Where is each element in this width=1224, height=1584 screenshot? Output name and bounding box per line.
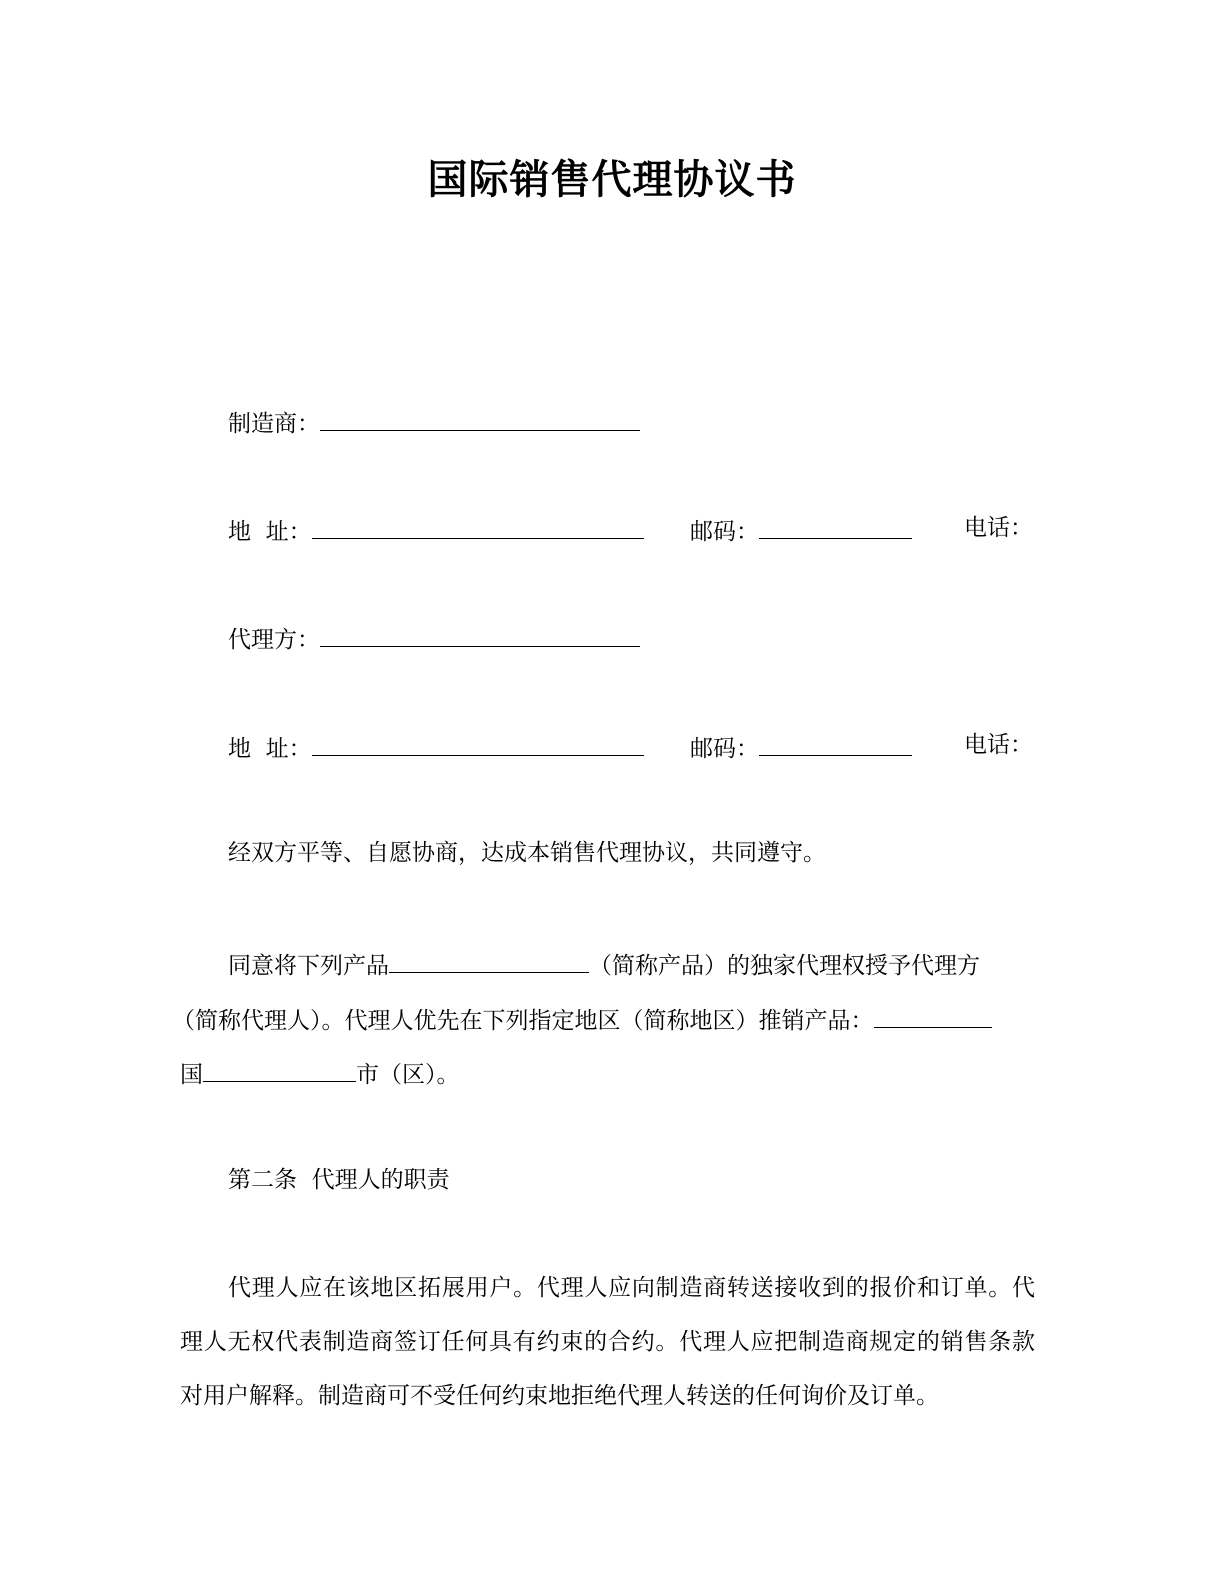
product-field[interactable] [389,948,589,973]
document-title: 国际销售代理协议书 [427,157,797,203]
manufacturer-address-line [228,514,644,546]
agent-label: 代理方： [228,627,320,653]
manufacturer-phone-label: 电话： [964,515,1033,541]
intro-paragraph: 经双方平等、自愿协商，达成本销售代理协议，共同遵守。 [228,840,826,866]
manufacturer-postcode-field[interactable] [759,514,912,539]
manufacturer-line [228,406,640,438]
manufacturer-field[interactable] [320,406,640,431]
article1-line2 [172,1003,992,1035]
agent-address-line [228,731,644,763]
article1-line1 [228,948,980,980]
text: 同意将下列产品 [228,953,389,979]
text: （简称产品）的独家代理权授予代理方 [589,953,980,979]
agent-postcode-field[interactable] [759,731,912,756]
manufacturer-address-field[interactable] [312,514,644,539]
agent-address-field[interactable] [312,731,644,756]
text: 市（区）。 [356,1062,460,1088]
agent-line [228,622,640,654]
article2-line2: 理人无权代表制造商签订任何具有约束的合约。代理人应把制造商规定的销售条款 [180,1329,1035,1355]
agent-postcode [690,731,912,763]
manufacturer-label: 制造商： [228,411,320,437]
country-field[interactable] [874,1003,992,1028]
manufacturer-postcode [690,514,912,546]
agent-field[interactable] [320,622,640,647]
article2-heading: 第二条 代理人的职责 [228,1167,450,1193]
address-label: 地 址： [228,736,312,762]
agent-phone-label: 电话： [964,732,1033,758]
article2-line3: 对用户解释。制造商可不受任何约束地拒绝代理人转送的任何询价及订单。 [180,1383,939,1409]
article1-line3 [180,1057,460,1089]
city-field[interactable] [203,1057,356,1082]
text: 国 [180,1062,203,1088]
article2-line1: 代理人应在该地区拓展用户。代理人应向制造商转送接收到的报价和订单。代 [228,1275,1035,1301]
postcode-label: 邮码： [690,519,759,545]
text: （简称代理人）。代理人优先在下列指定地区（简称地区）推销产品： [172,1008,874,1034]
address-label: 地 址： [228,519,312,545]
postcode-label: 邮码： [690,736,759,762]
